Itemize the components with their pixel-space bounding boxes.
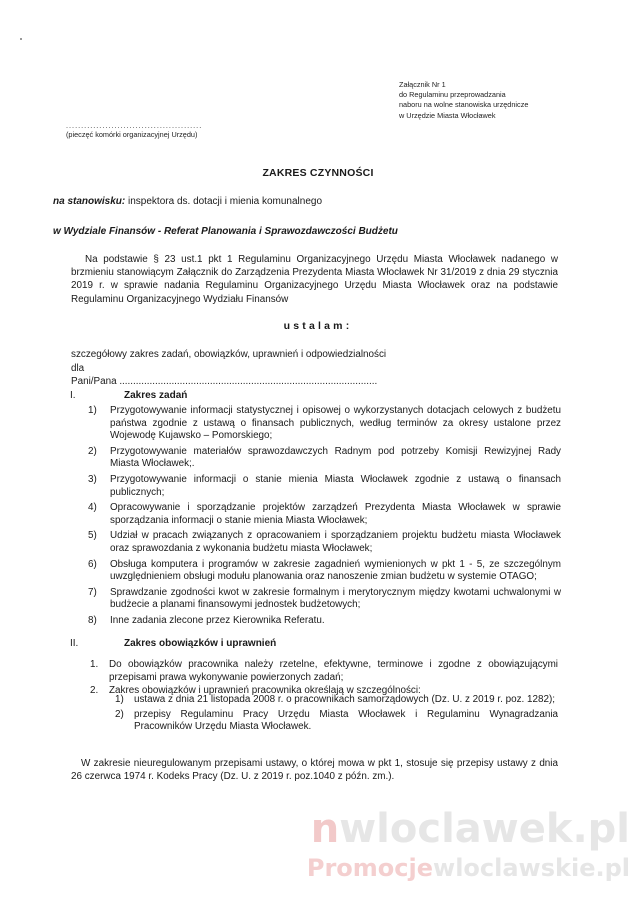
department-line: w Wydziale Finansów - Referat Planowania i Sprawozdawczości Budżetu (53, 226, 398, 237)
scan-speck (20, 38, 22, 40)
closing-text: W zakresie nieuregulowanym przepisami ustawy, o której mowa w pkt 1, stosuje się przepisy ustawy z dnia 26 czerwca 1974 r. Kodeks Pracy (Dz. U. z 2019 r. poz.1040 z późn. zm.). (71, 758, 558, 783)
list-item: 6) Obsługa komputera i programów w zakresie zagadnień wymienionych w pkt 1 - 5, ze szczególnym uwzględnieniem obsługi modułu planowania oraz nanoszenie zmian budżetu w systemie OTAGO; (88, 558, 561, 583)
list-item: 2. Zakres obowiązków i uprawnień pracownika określają w szczególności: (90, 685, 421, 697)
document-title: ZAKRES CZYNNOŚCI (262, 167, 374, 179)
section-1-heading (70, 390, 370, 404)
watermark-line-2: Promocjewloclawskie.pl (306, 854, 630, 882)
scope-statement (71, 348, 401, 389)
list-item: 5) Udział w pracach związanych z opracowaniem i sporządzaniem projektu budżetu miasta Włocławek oraz sprawozdania z wykonania budżetu miasta Włocławek; (88, 530, 561, 554)
section-2-heading (70, 638, 370, 652)
seal-placeholder (66, 122, 202, 139)
seal-label: (pieczęć komórki organizacyjnej Urzędu) (66, 130, 198, 139)
section-number: II. (70, 638, 79, 649)
list-item: 8) Inne zadania zlecone przez Kierownika Referatu. (88, 614, 325, 626)
list-item: 1. Do obowiązków pracownika należy rzetelne, efektywne, terminowe i zgodne z obowiązującymi przepisami prawa wykonywanie powierzonych zadań; (90, 659, 558, 683)
duties-list (90, 659, 558, 699)
list-item: 3) Przygotowywanie informacji o stanie mienia Miasta Włocławek zgodnie z ustawą o finansach publicznych; (88, 473, 561, 498)
position-line (53, 196, 322, 207)
list-item: 1) ustawa z dnia 21 listopada 2008 r. o pracownikach samorządowych (Dz. U. z 2019 r. poz. 1282); (115, 694, 556, 705)
scope-line: Pani/Pana .............................................................................................. (71, 376, 378, 387)
list-item: 7) Sprawdzanie zgodności kwot w zakresie formalnym i merytorycznym między kwotami uchwalonymi w budżecie a planami finansowymi jednostek budżetowych; (88, 586, 561, 611)
annex-line: do Regulaminu przeprowadzania (399, 90, 506, 100)
list-item: 1) Przygotowywanie informacji statystycznej i opisowej o wykorzystanych dotacjach celowych z budżetu państwa zgodnie z ustawą o finansach publicznych, według terminów za okresy ustalone przez Wojewodę Kujawsko – Pomorskiego; (88, 405, 561, 442)
watermark (270, 806, 630, 896)
annex-line: Załącznik Nr 1 (399, 80, 446, 89)
position-label: na stanowisku: (53, 196, 126, 207)
ustalam-heading: ustalam: (283, 320, 353, 332)
position-value: inspektora ds. dotacji i mienia komunalnego (125, 196, 323, 207)
seal-dots: ............................................. (66, 121, 203, 130)
watermark-line-1: nwloclawek.pl (310, 806, 630, 852)
list-item: 2) przepisy Regulaminu Pracy Urzędu Miasta Włocławek i Regulaminu Wynagradzania Pracowników Urzędu Miasta Włocławek. (115, 708, 558, 733)
annex-note (399, 80, 528, 121)
annex-line: naboru na wolne stanowiska urzędnicze (399, 100, 529, 110)
scope-line: szczegółowy zakres zadań, obowiązków, uprawnień i odpowiedzialności dla (71, 349, 387, 374)
section-number: I. (70, 390, 76, 401)
closing-paragraph (71, 757, 558, 783)
tasks-list (88, 405, 561, 631)
annex-line: w Urzędzie Miasta Włocławek (399, 110, 496, 120)
duties-sublist (115, 694, 558, 736)
section-title: Zakres obowiązków i uprawnień (124, 638, 277, 649)
list-item: 4) Opracowywanie i sporządzanie projektów zarządzeń Prezydenta Miasta Włocławek w sprawie sporządzania informacji o stanie mienia Miasta Włocławek; (88, 502, 561, 526)
legal-basis (71, 253, 558, 306)
legal-basis-text: Na podstawie § 23 ust.1 pkt 1 Regulaminu Organizacyjnego Urzędu Miasta Włocławek nadanego w brzmieniu stanowiącym Załącznik do Zarządzenia Prezydenta Miasta Włocławek Nr 31/2019 z dnia 29 stycznia 2019 r. w sprawie nadania Regulaminu Organizacyjnego Urzędu Miasta Włocławek oraz na podstawie Regulaminu Organizacyjnego Wydziału Finansów (71, 254, 558, 305)
list-item: 2) Przygotowywanie materiałów sprawozdawczych Radnym pod potrzeby Komisji Rewizyjnej Rady Miasta Włocławek;. (88, 445, 561, 470)
section-title: Zakres zadań (124, 390, 188, 401)
